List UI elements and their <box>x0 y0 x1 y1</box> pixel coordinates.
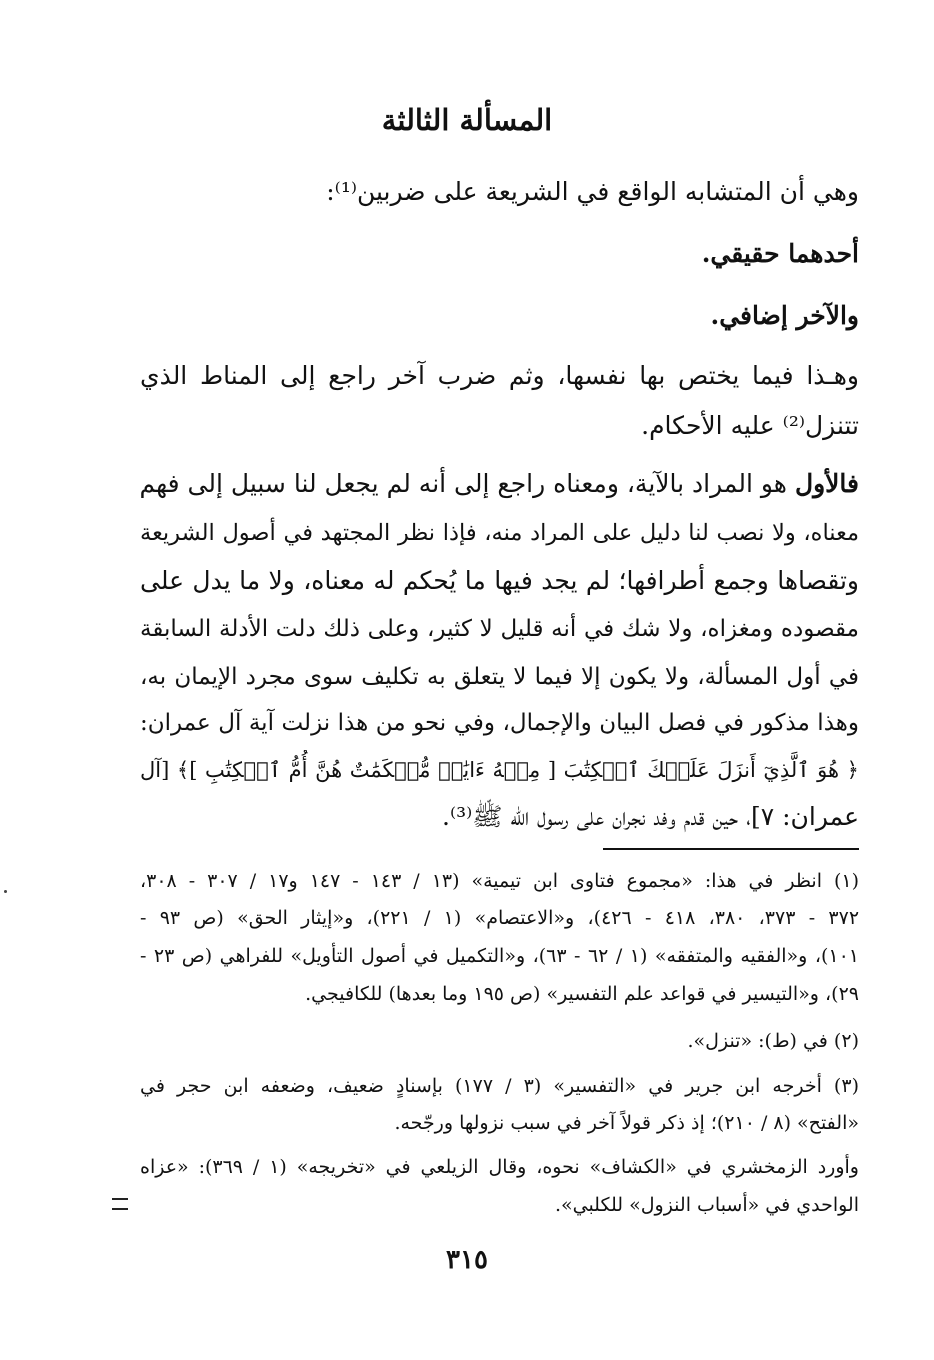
footnote-1-line-4: ٢٩)، و«التيسير في قواعد علم التفسير» (ص ١٩٥ وما بعدها) للكافيجي. <box>305 983 859 1005</box>
body-line-4: وهـذا فيما يختص بها نفسها، وثم ضرب آخر راجع إلى المناط الذي <box>140 361 859 390</box>
body-line-2: أحدهما حقيقي. <box>701 239 859 268</box>
paragraph-lead-word: فالأول <box>794 469 859 498</box>
section-title: المسألة الثالثة <box>381 103 553 137</box>
body-line-10: في أول المسألة، ولا يكون إلا فيما لا يتعلق به تكليف سوى مجرد الإيمان به، <box>140 664 859 690</box>
body-line-6 <box>140 464 859 504</box>
body-line-8: وتقصاها وجمع أطرافها؛ لم يجد فيها ما يُحكم له معناه، ولا ما يدل على <box>140 566 859 595</box>
body-line-1: وهي أن المتشابه الواقع في الشريعة على ضربين⁽¹⁾: <box>326 177 859 206</box>
footnote-3-line-2: «الفتح» (٨ / ٢١٠)؛ إذ ذكر قولاً آخر في سبب نزولها ورجّحه. <box>394 1112 859 1134</box>
footnote-3-line-1: (٣) أخرجه ابن جرير في «التفسير» (٣ / ١٧٧) بإسنادٍ ضعيف، وضعفه ابن حجر في <box>140 1075 859 1097</box>
body-line-5: تتنزل⁽²⁾ عليه الأحكام. <box>641 411 859 440</box>
footnote-3-line-4: الواحدي في «أسباب النزول» للكلبي». <box>554 1194 859 1216</box>
scan-speck <box>4 890 7 893</box>
body-line-13: عمران: ٧]، حين قدم وفد نجران على رسول الله ﷺ⁽³⁾. <box>442 802 859 831</box>
quran-verse-line: ﴿ هُوَ ٱلَّذِيٓ أَنزَلَ عَلَيۡكَ ٱلۡكِتَٰبَ [ مِنۡهُ ءَايَٰتٞ مُّحۡكَمَٰتٌ هُنَّ أُمُّ ٱلۡكِتَٰبِ ]﴾ [آل <box>140 758 859 782</box>
continuation-mark <box>112 1198 128 1210</box>
body-line-3: والآخر إضافي. <box>710 301 859 330</box>
footnote-3-line-3: وأورد الزمخشري في «الكشاف» نحوه، وقال الزيلعي في «تخريجه» (١ / ٣٦٩): «عزاه <box>140 1156 859 1178</box>
body-line-9: مقصوده ومغزاه، ولا شك في أنه قليل لا كثير، وعلى ذلك دلت الأدلة السابقة <box>140 616 859 642</box>
body-line-7: معناه، ولا نصب لنا دليل على المراد منه، فإذا نظر المجتهد في أصول الشريعة <box>140 520 859 546</box>
body-line-6-text: هو المراد بالآية، ومعناه راجع إلى أنه لم يجعل لنا سبيل إلى فهم <box>140 469 795 498</box>
footnote-2: (٢) في (ط): «تنزل». <box>687 1030 859 1052</box>
footnote-1-line-1: (١) انظر في هذا: «مجموع فتاوى ابن تيمية» (١٣ / ١٤٣ - ١٤٧ و١٧ / ٣٠٧ - ٣٠٨، <box>140 870 859 892</box>
footnote-separator <box>603 848 859 850</box>
body-line-11: وهذا مذكور في فصل البيان والإجمال، وفي نحو من هذا نزلت آية آل عمران: <box>140 710 859 736</box>
footnote-1-line-2: ٣٧٢ - ٣٧٣، ٣٨٠، ٤١٨ - ٤٢٦)، و«الاعتصام» (١ / ٢٢١)، و«إيثار الحق» (ص ٩٣ - <box>140 907 859 929</box>
footnote-1-line-3: ١٠١)، و«الفقيه والمتفقه» (١ / ٦٢ - ٦٣)، و«التكميل في أصول التأويل» للفراهي (ص ٢٣ - <box>140 945 859 967</box>
page-number: ٣١٥ <box>446 1245 488 1275</box>
